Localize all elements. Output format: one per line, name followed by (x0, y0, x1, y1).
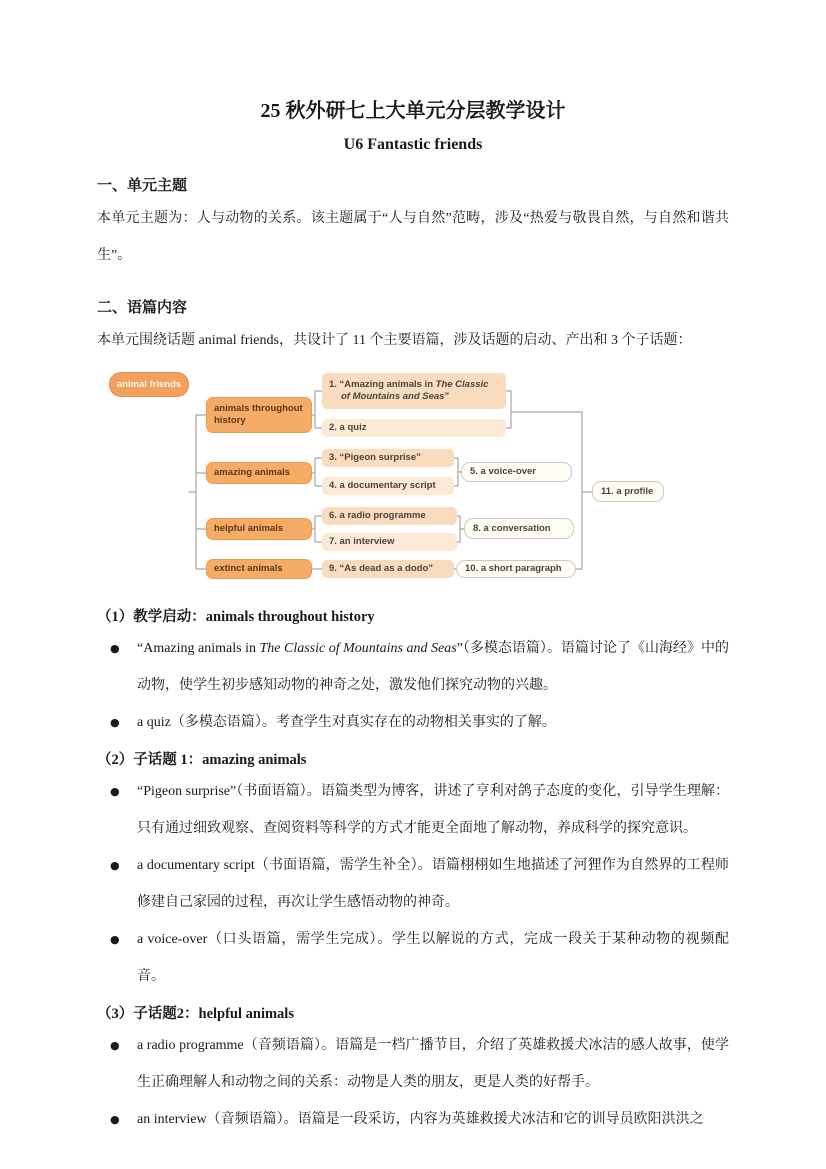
mindmap-category-amazing-animals: amazing animals (206, 462, 312, 484)
item-1-text: 1. “Amazing animals in (329, 379, 436, 391)
bullet-icon: ● (110, 859, 120, 872)
subsection2-heading-en: amazing animals (202, 752, 307, 768)
bullet-text-post: ”（多模态语篇）。语篇讨论了《山海经》中的动物，使学生初步感知动物的神奇之处，激发他们探究动物的兴趣。 (137, 641, 730, 693)
mindmap-category-helpful-animals: helpful animals (206, 518, 312, 540)
subsection2-heading-zh: （2）子话题 1： (97, 752, 203, 768)
bullet-text: a documentary script（书面语篇，需学生补全）。语篇栩栩如生地描述了河狸作为自然界的工程师修建自己家园的过程，再次让学生感悟动物的神奇。 (137, 858, 729, 910)
bullet-item-pigeon-surprise (97, 773, 729, 847)
bullet-text-pre: “Amazing animals in (137, 641, 260, 656)
mindmap-item-5-voice-over: 5. a voice-over (461, 462, 572, 482)
section1-heading: 一、单元主题 (97, 178, 188, 194)
subsection1-heading-zh: （1）教学启动： (97, 609, 206, 625)
item-1-book-title: The Classic of Mountains and Seas (341, 379, 489, 402)
page-title: 25 秋外研七上大单元分层教学设计 (260, 100, 566, 122)
unit-texts-mindmap (109, 372, 674, 584)
bullet-text: a quiz（多模态语篇）。考查学生对真实存在的动物相关事实的了解。 (137, 715, 556, 730)
mindmap-item-10-short-paragraph: 10. a short paragraph (456, 560, 576, 578)
mindmap-item-6-radio-programme: 6. a radio programme (322, 507, 457, 525)
subsection1-heading-en: animals throughout history (205, 609, 375, 625)
bullet-item-documentary-script (97, 847, 729, 921)
mindmap-item-11-profile: 11. a profile (592, 481, 664, 502)
section1-paragraph: 本单元主题为：人与动物的关系。该主题属于“人与自然”范畴，涉及“热爱与敬畏自然，与自然和谐共生”。 (97, 211, 729, 263)
mindmap-item-8-conversation: 8. a conversation (464, 518, 574, 539)
bullet-icon: ● (110, 933, 120, 946)
mindmap-category-extinct-animals: extinct animals (206, 559, 312, 579)
mindmap-item-4-documentary-script: 4. a documentary script (322, 477, 454, 495)
bullet-item-voice-over (97, 921, 729, 995)
mindmap-root-node: animal friends (109, 372, 189, 397)
bullet-icon: ● (110, 785, 120, 798)
bullet-text-book-title: The Classic of Mountains and Seas (259, 641, 457, 656)
bullet-text: a voice-over（口头语篇，需学生完成）。学生以解说的方式，完成一段关于某种动物的视频配音。 (137, 932, 729, 984)
bullet-item-quiz (97, 704, 729, 741)
mindmap-item-3-pigeon-surprise: 3. “Pigeon surprise” (322, 449, 454, 467)
subsection3-heading-zh: （3）子话题2： (97, 1006, 199, 1022)
mindmap-item-1-label (329, 379, 499, 403)
subsection3-heading (97, 1001, 729, 1027)
subsection1-heading (97, 604, 729, 630)
bullet-icon: ● (110, 1113, 120, 1126)
bullet-text (137, 630, 729, 704)
bullet-text: a radio programme（音频语篇）。语篇是一档广播节目，介绍了英雄救援犬冰洁的感人故事，使学生正确理解人和动物之间的关系：动物是人类的朋友，更是人类的好帮手。 (137, 1038, 729, 1090)
mindmap-item-2-quiz: 2. a quiz (322, 419, 506, 437)
item-1-close-quote: ” (444, 391, 450, 402)
bullet-item-interview (97, 1101, 729, 1138)
section2-heading: 二、语篇内容 (97, 300, 188, 316)
unit-subtitle: U6 Fantastic friends (343, 136, 483, 153)
section2-intro: 本单元围绕话题 animal friends，共设计了 11 个主要语篇，涉及话题的启动、产出和 3 个子话题： (97, 333, 692, 348)
mindmap-item-1-amazing-animals-text (322, 373, 506, 409)
bullet-text: “Pigeon surprise”（书面语篇）。语篇类型为博客，讲述了亨利对鸽子态度的变化，引导学生理解：只有通过细致观察、查阅资料等科学的方式才能更全面地了解动物，养成科学的探究意识。 (137, 784, 729, 836)
bullet-icon: ● (110, 716, 120, 729)
bullet-item-amazing-animals-in-classic (97, 630, 729, 704)
bullet-text: an interview（音频语篇）。语篇是一段采访，内容为英雄救援犬冰洁和它的训导员欧阳洪洪之 (137, 1112, 704, 1127)
bullet-item-radio-programme (97, 1027, 729, 1101)
mindmap-item-7-interview: 7. an interview (322, 533, 457, 551)
subsection2-heading (97, 747, 729, 773)
subsection3-heading-en: helpful animals (198, 1006, 294, 1022)
mindmap-item-9-as-dead-as-a-dodo: 9. “As dead as a dodo” (322, 560, 454, 578)
bullet-icon: ● (110, 1039, 120, 1052)
bullet-icon: ● (110, 642, 120, 655)
mindmap-category-animals-throughout-history: animals throughout history (206, 397, 312, 433)
